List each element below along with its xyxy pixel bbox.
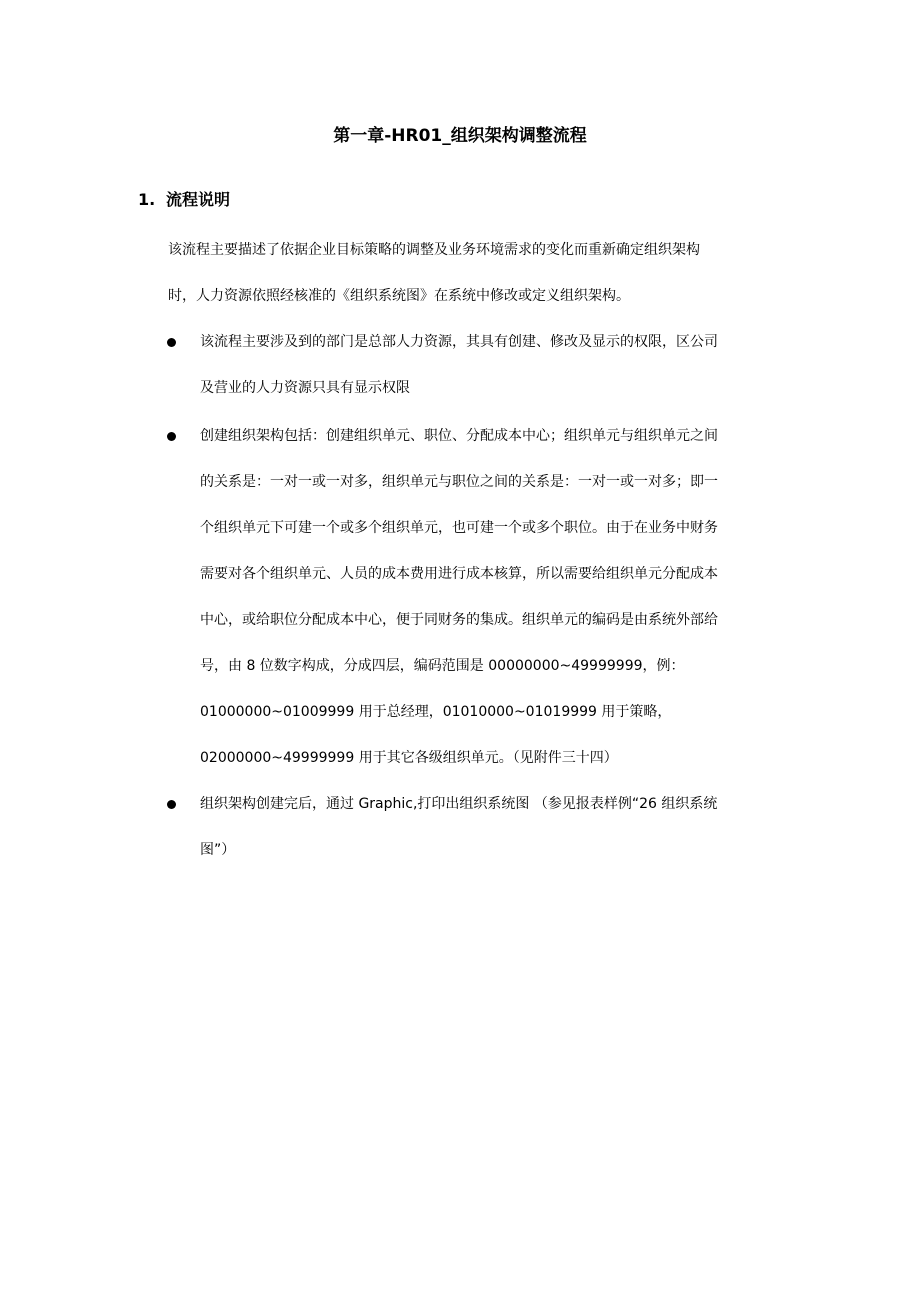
intro-line: 时，人力资源依照经核准的《组织系统图》在系统中修改或定义组织架构。 xyxy=(168,288,630,304)
intro-line: 该流程主要描述了依据企业目标策略的调整及业务环境需求的变化而重新确定组织架构 xyxy=(168,242,700,258)
bullet-line: 的关系是：一对一或一对多，组织单元与职位之间的关系是：一对一或一对多；即一 xyxy=(200,474,718,490)
bullet-line: 号，由 8 位数字构成，分成四层，编码范围是 00000000~49999999，例： xyxy=(200,658,685,674)
bullet-line: 该流程主要涉及到的部门是总部人力资源，其具有创建、修改及显示的权限，区公司 xyxy=(200,334,718,350)
page-title: 第一章-HR01_组织架构调整流程 xyxy=(333,126,587,146)
bullet-dot xyxy=(167,800,176,809)
section-heading xyxy=(138,188,230,212)
bullet-line: 01000000~01009999 用于总经理，01010000~01019999 用于策略， xyxy=(200,704,672,720)
section-heading-text: 流程说明 xyxy=(166,190,231,209)
bullet-line: 需要对各个组织单元、人员的成本费用进行成本核算，所以需要给组织单元分配成本 xyxy=(200,566,718,582)
bullet-line: 个组织单元下可建一个或多个组织单元，也可建一个或多个职位。由于在业务中财务 xyxy=(200,520,718,536)
bullet-line: 中心，或给职位分配成本中心，便于同财务的集成。组织单元的编码是由系统外部给 xyxy=(200,612,718,628)
bullet-line: 及营业的人力资源只具有显示权限 xyxy=(200,380,410,396)
bullet-line: 图”） xyxy=(200,842,236,858)
section-number: 1. xyxy=(138,190,156,209)
bullet-dot xyxy=(167,432,176,441)
bullet-line: 02000000~49999999 用于其它各级组织单元。（见附件三十四） xyxy=(200,750,618,766)
bullet-dot xyxy=(167,338,176,347)
bullet-line: 创建组织架构包括：创建组织单元、职位、分配成本中心；组织单元与组织单元之间 xyxy=(200,428,718,444)
bullet-line: 组织架构创建完后，通过 Graphic,打印出组织系统图 （参见报表样例“26 组织系统 xyxy=(200,796,718,812)
